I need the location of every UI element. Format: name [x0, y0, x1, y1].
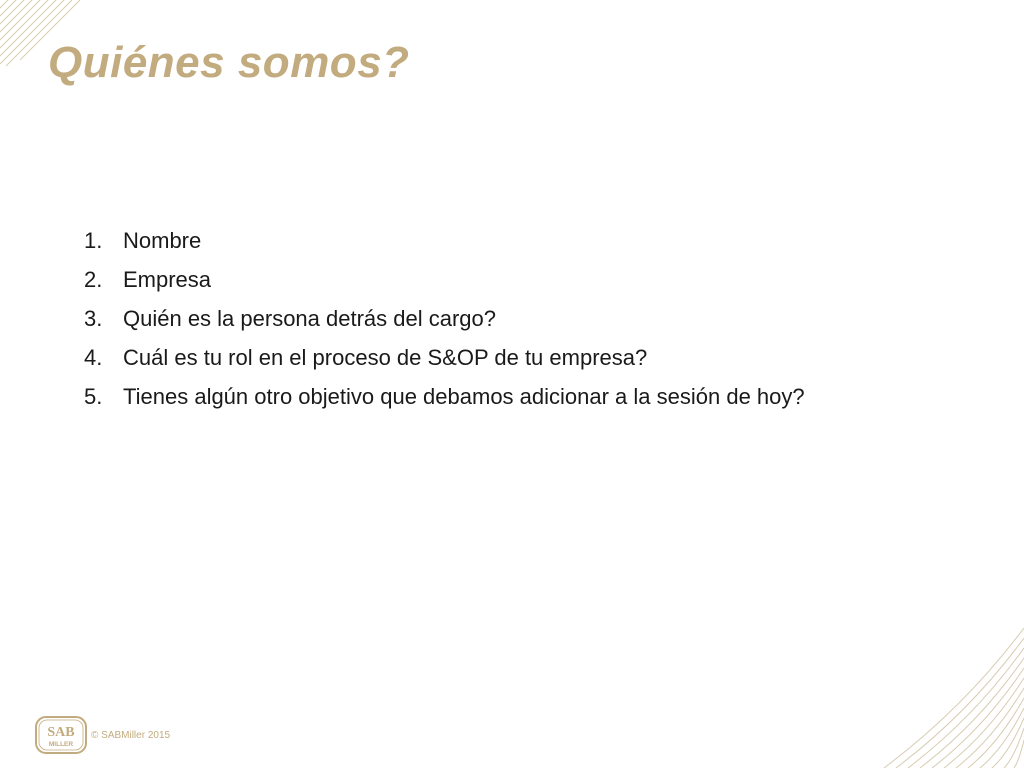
list-item-number: 4.	[84, 345, 103, 370]
copyright-text: © SABMiller 2015	[91, 730, 171, 741]
list-item	[84, 380, 805, 419]
list-item-text: Nombre	[123, 228, 202, 253]
list-item	[84, 263, 805, 302]
logo-text-bottom: MILLER	[48, 741, 74, 748]
list-item-number: 2.	[84, 267, 103, 292]
list-item-number: 3.	[84, 306, 103, 331]
list-item-text: Quién es la persona detrás del cargo?	[123, 306, 497, 331]
list-item-text: Tienes algún otro objetivo que debamos adicionar a la sesión de hoy?	[123, 384, 805, 409]
corner-curves-decoration	[784, 568, 1024, 768]
list-item-number: 5.	[84, 384, 103, 409]
logo-text-top: SAB	[47, 725, 75, 740]
sabmiller-logo	[35, 716, 87, 754]
list-item-number: 1.	[84, 228, 103, 253]
question-list	[84, 224, 805, 419]
list-item	[84, 341, 805, 380]
list-item-text: Empresa	[123, 267, 212, 292]
list-item-text: Cuál es tu rol en el proceso de S&OP de tu empresa?	[123, 345, 648, 370]
list-item	[84, 224, 805, 263]
slide-title: Quiénes somos?	[48, 38, 410, 87]
list-item	[84, 302, 805, 341]
